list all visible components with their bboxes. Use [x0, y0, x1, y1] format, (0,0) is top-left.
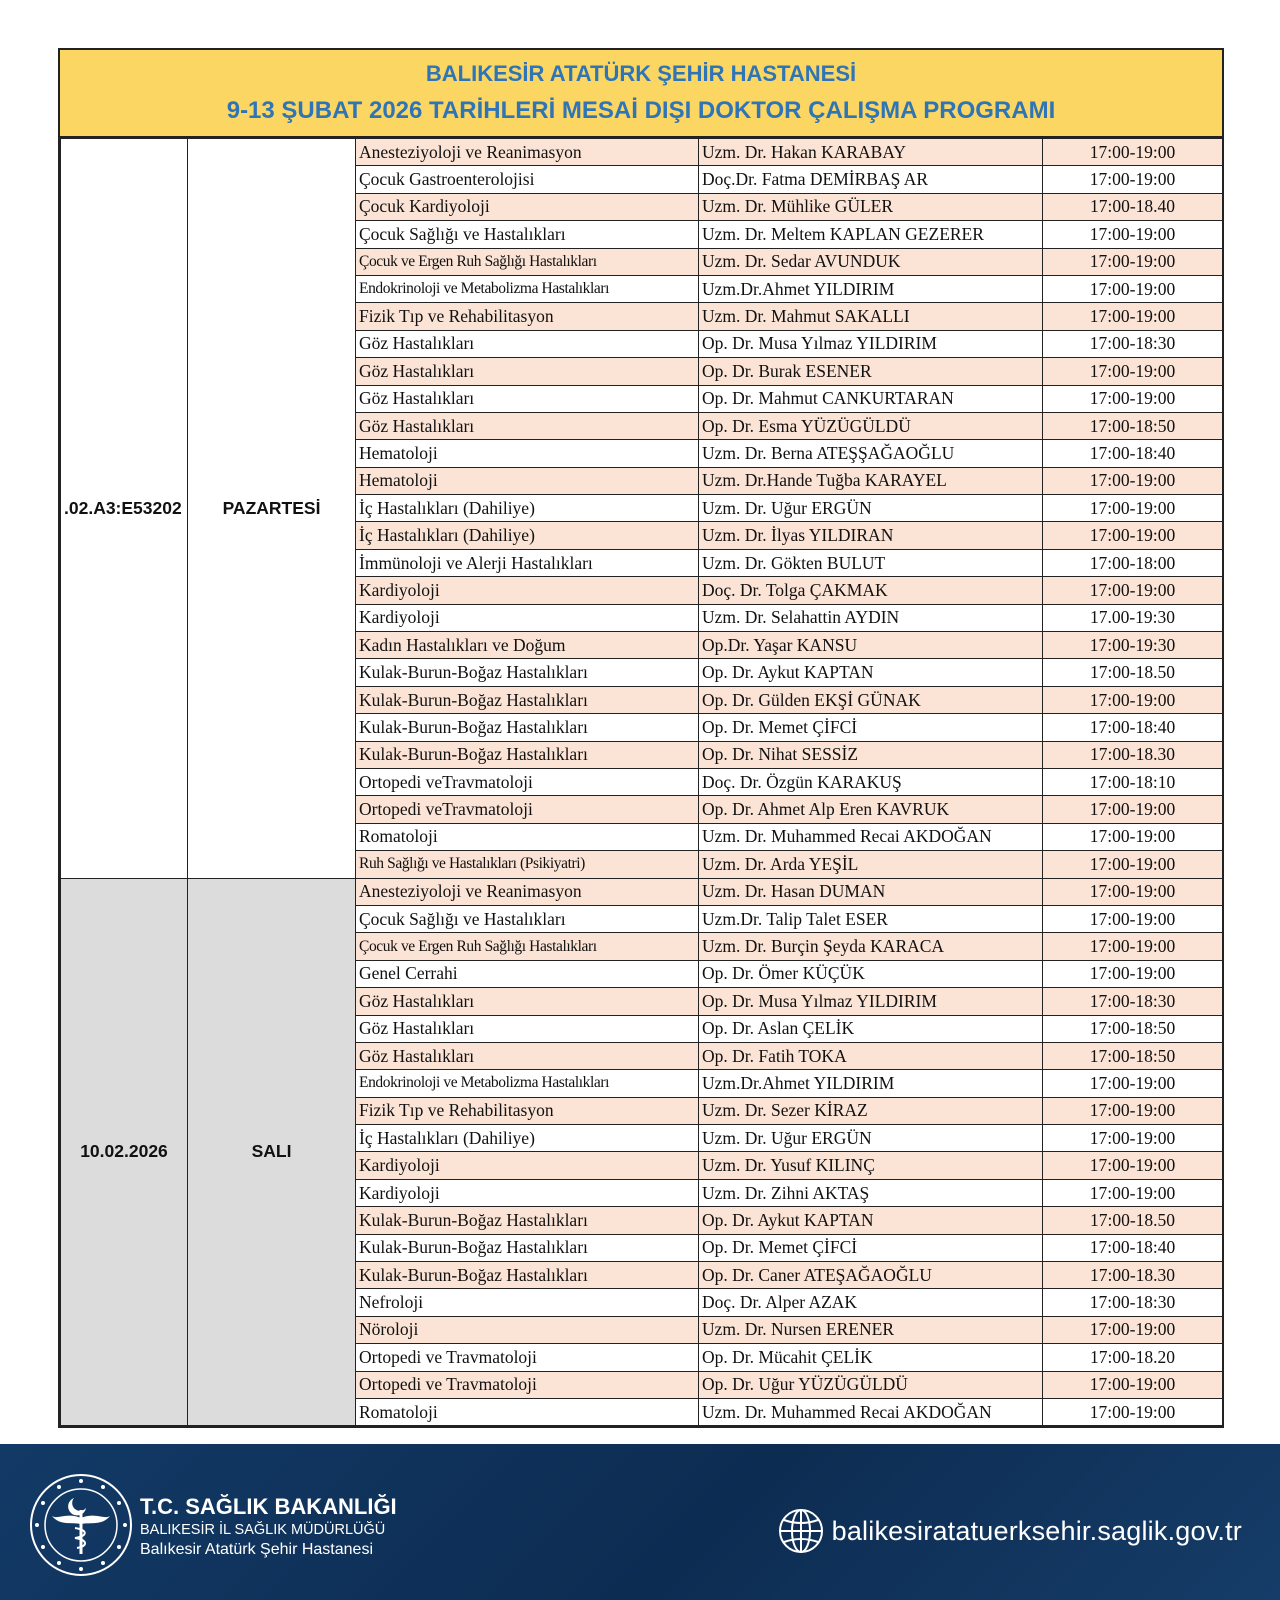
doctor-cell: Op. Dr. Caner ATEŞAĞAOĞLU [699, 1262, 1043, 1289]
department-cell: Göz Hastalıkları [356, 385, 699, 412]
time-cell: 17:00-19:00 [1043, 1179, 1223, 1206]
doctor-cell: Op. Dr. Burak ESENER [699, 358, 1043, 385]
department-cell: Kulak-Burun-Boğaz Hastalıkları [356, 1262, 699, 1289]
department-cell: Fizik Tıp ve Rehabilitasyon [356, 1097, 699, 1124]
time-cell: 17:00-18.20 [1043, 1344, 1223, 1371]
ministry-emblem-icon [28, 1472, 134, 1578]
department-cell: Çocuk ve Ergen Ruh Sağlığı Hastalıkları [356, 933, 699, 960]
department-cell: Göz Hastalıkları [356, 1042, 699, 1069]
doctor-cell: Uzm.Dr. Talip Talet ESER [699, 905, 1043, 932]
time-cell: 17:00-19:00 [1043, 248, 1223, 275]
doctor-cell: Uzm. Dr. Zihni AKTAŞ [699, 1179, 1043, 1206]
time-cell: 17:00-18:50 [1043, 1015, 1223, 1042]
department-cell: Kadın Hastalıkları ve Doğum [356, 632, 699, 659]
day-name-cell: PAZARTESİ [188, 139, 356, 879]
doctor-cell: Uzm. Dr.Hande Tuğba KARAYEL [699, 467, 1043, 494]
department-cell: Kardiyoloji [356, 604, 699, 631]
schedule-title: 9-13 ŞUBAT 2026 TARİHLERİ MESAİ DIŞI DOKTOR ÇALIŞMA PROGRAMI [226, 97, 1056, 124]
department-cell: Kardiyoloji [356, 577, 699, 604]
time-cell: 17:00-19:00 [1043, 686, 1223, 713]
time-cell: 17:00-19:00 [1043, 221, 1223, 248]
doctor-cell: Op. Dr. Mahmut CANKURTARAN [699, 385, 1043, 412]
department-cell: Çocuk ve Ergen Ruh Sağlığı Hastalıkları [356, 248, 699, 275]
time-cell: 17:00-18:30 [1043, 1289, 1223, 1316]
schedule-sheet [58, 48, 1224, 1428]
time-cell: 17:00-18:30 [1043, 330, 1223, 357]
doctor-cell: Doç. Dr. Özgün KARAKUŞ [699, 768, 1043, 795]
title-band [60, 50, 1222, 138]
time-cell: 17:00-19:00 [1043, 303, 1223, 330]
time-cell: 17:00-18.50 [1043, 659, 1223, 686]
doctor-cell: Uzm. Dr. Sezer KİRAZ [699, 1097, 1043, 1124]
time-cell: 17:00-19:00 [1043, 522, 1223, 549]
doctor-cell: Doç.Dr. Fatma DEMİRBAŞ AR [699, 166, 1043, 193]
website-block[interactable] [778, 1508, 1242, 1554]
time-cell: 17:00-18:50 [1043, 1042, 1223, 1069]
time-cell: 17:00-18:40 [1043, 440, 1223, 467]
department-cell: Ortopedi ve Travmatoloji [356, 1344, 699, 1371]
time-cell: 17:00-18:50 [1043, 412, 1223, 439]
doctor-cell: Uzm. Dr. Mahmut SAKALLI [699, 303, 1043, 330]
department-cell: Hematoloji [356, 440, 699, 467]
department-cell: İmmünoloji ve Alerji Hastalıkları [356, 549, 699, 576]
department-cell: İç Hastalıkları (Dahiliye) [356, 495, 699, 522]
department-cell: Romatoloji [356, 823, 699, 850]
time-cell: 17:00-19:00 [1043, 139, 1223, 166]
department-cell: Fizik Tıp ve Rehabilitasyon [356, 303, 699, 330]
time-cell: 17:00-19:00 [1043, 1398, 1223, 1425]
doctor-cell: Uzm. Dr. Hakan KARABAY [699, 139, 1043, 166]
day-date-cell: 10.02.2026 [61, 878, 188, 1426]
department-cell: Göz Hastalıkları [356, 988, 699, 1015]
department-cell: Ortopedi veTravmatoloji [356, 768, 699, 795]
doctor-cell: Uzm.Dr.Ahmet YILDIRIM [699, 275, 1043, 302]
time-cell: 17:00-18:30 [1043, 988, 1223, 1015]
department-cell: İç Hastalıkları (Dahiliye) [356, 1125, 699, 1152]
doctor-cell: Doç. Dr. Tolga ÇAKMAK [699, 577, 1043, 604]
department-cell: Çocuk Gastroenterolojisi [356, 166, 699, 193]
time-cell: 17:00-19:00 [1043, 166, 1223, 193]
time-cell: 17:00-19:00 [1043, 1070, 1223, 1097]
time-cell: 17:00-19:00 [1043, 823, 1223, 850]
department-cell: Kardiyoloji [356, 1179, 699, 1206]
time-cell: 17:00-19:00 [1043, 1371, 1223, 1398]
department-cell: Kulak-Burun-Boğaz Hastalıkları [356, 1207, 699, 1234]
department-cell: Nefroloji [356, 1289, 699, 1316]
time-cell: 17:00-18:10 [1043, 768, 1223, 795]
department-cell: Kardiyoloji [356, 1152, 699, 1179]
department-cell: Romatoloji [356, 1398, 699, 1425]
time-cell: 17:00-19:00 [1043, 1152, 1223, 1179]
time-cell: 17:00-19:00 [1043, 960, 1223, 987]
doctor-cell: Op.Dr. Yaşar KANSU [699, 632, 1043, 659]
doctor-cell: Op. Dr. Fatih TOKA [699, 1042, 1043, 1069]
time-cell: 17:00-19:30 [1043, 632, 1223, 659]
department-cell: Hematoloji [356, 467, 699, 494]
department-cell: Göz Hastalıkları [356, 412, 699, 439]
doctor-cell: Op. Dr. Musa Yılmaz YILDIRIM [699, 330, 1043, 357]
department-cell: Endokrinoloji ve Metabolizma Hastalıkları [356, 275, 699, 302]
footer-bar [0, 1444, 1280, 1600]
doctor-cell: Op. Dr. Memet ÇİFCİ [699, 714, 1043, 741]
department-cell: Kulak-Burun-Boğaz Hastalıkları [356, 1234, 699, 1261]
time-cell: 17:00-19:00 [1043, 878, 1223, 905]
department-cell: Çocuk Kardiyoloji [356, 193, 699, 220]
department-cell: Çocuk Sağlığı ve Hastalıkları [356, 221, 699, 248]
doctor-cell: Uzm. Dr. Arda YEŞİL [699, 851, 1043, 878]
time-cell: 17:00-19:00 [1043, 1125, 1223, 1152]
doctor-cell: Uzm. Dr. Mühlike GÜLER [699, 193, 1043, 220]
time-cell: 17:00-19:00 [1043, 851, 1223, 878]
doctor-cell: Uzm. Dr. Muhammed Recai AKDOĞAN [699, 823, 1043, 850]
department-cell: Genel Cerrahi [356, 960, 699, 987]
department-cell: Anesteziyoloji ve Reanimasyon [356, 139, 699, 166]
doctor-cell: Op. Dr. Esma YÜZÜGÜLDÜ [699, 412, 1043, 439]
time-cell: 17:00-18.50 [1043, 1207, 1223, 1234]
doctor-cell: Uzm. Dr. Uğur ERGÜN [699, 495, 1043, 522]
ministry-name: T.C. SAĞLIK BAKANLIĞI [140, 1494, 397, 1519]
time-cell: 17:00-19:00 [1043, 275, 1223, 302]
department-cell: Kulak-Burun-Boğaz Hastalıkları [356, 714, 699, 741]
department-cell: İç Hastalıkları (Dahiliye) [356, 522, 699, 549]
website-link[interactable]: balikesiratatuerksehir.saglik.gov.tr [831, 1515, 1242, 1546]
doctor-cell: Uzm. Dr. Hasan DUMAN [699, 878, 1043, 905]
doctor-cell: Op. Dr. Ömer KÜÇÜK [699, 960, 1043, 987]
doctor-cell: Uzm. Dr. Yusuf KILINÇ [699, 1152, 1043, 1179]
time-cell: 17:00-19:00 [1043, 1316, 1223, 1343]
time-cell: 17:00-19:00 [1043, 905, 1223, 932]
organization-block [140, 1494, 397, 1560]
day-name-cell: SALI [188, 878, 356, 1426]
doctor-cell: Uzm. Dr. İlyas YILDIRAN [699, 522, 1043, 549]
time-cell: 17:00-18:40 [1043, 1234, 1223, 1261]
doctor-cell: Op. Dr. Aykut KAPTAN [699, 1207, 1043, 1234]
department-cell: Göz Hastalıkları [356, 330, 699, 357]
doctor-cell: Uzm. Dr. Burçin Şeyda KARACA [699, 933, 1043, 960]
directorate-name: BALIKESİR İL SAĞLIK MÜDÜRLÜĞÜ [140, 1522, 386, 1538]
time-cell: 17:00-19:00 [1043, 467, 1223, 494]
doctor-cell: Op. Dr. Memet ÇİFCİ [699, 1234, 1043, 1261]
time-cell: 17:00-18:00 [1043, 549, 1223, 576]
time-cell: 17:00-19:00 [1043, 796, 1223, 823]
time-cell: 17:00-18.30 [1043, 741, 1223, 768]
doctor-cell: Op. Dr. Musa Yılmaz YILDIRIM [699, 988, 1043, 1015]
doctor-cell: Op. Dr. Aslan ÇELİK [699, 1015, 1043, 1042]
time-cell: 17:00-19:00 [1043, 495, 1223, 522]
department-cell: Ortopedi ve Travmatoloji [356, 1371, 699, 1398]
time-cell: 17:00-19:00 [1043, 1097, 1223, 1124]
department-cell: Göz Hastalıkları [356, 1015, 699, 1042]
doctor-cell: Op. Dr. Uğur YÜZÜGÜLDÜ [699, 1371, 1043, 1398]
department-cell: Kulak-Burun-Boğaz Hastalıkları [356, 686, 699, 713]
doctor-cell: Uzm. Dr. Meltem KAPLAN GEZERER [699, 221, 1043, 248]
day-date-cell: .02.A3:E53202 [61, 139, 188, 879]
department-cell: Endokrinoloji ve Metabolizma Hastalıkları [356, 1070, 699, 1097]
time-cell: 17:00-19:00 [1043, 933, 1223, 960]
doctor-cell: Op. Dr. Mücahit ÇELİK [699, 1344, 1043, 1371]
doctor-cell: Uzm. Dr. Muhammed Recai AKDOĞAN [699, 1398, 1043, 1425]
doctor-cell: Uzm. Dr. Selahattin AYDIN [699, 604, 1043, 631]
doctor-cell: Uzm. Dr. Nursen ERENER [699, 1316, 1043, 1343]
department-cell: Anesteziyoloji ve Reanimasyon [356, 878, 699, 905]
time-cell: 17:00-19:00 [1043, 358, 1223, 385]
doctor-cell: Uzm. Dr. Uğur ERGÜN [699, 1125, 1043, 1152]
time-cell: 17.00-19:30 [1043, 604, 1223, 631]
doctor-cell: Op. Dr. Ahmet Alp Eren KAVRUK [699, 796, 1043, 823]
time-cell: 17:00-18.30 [1043, 1262, 1223, 1289]
doctor-cell: Uzm. Dr. Sedar AVUNDUK [699, 248, 1043, 275]
doctor-cell: Op. Dr. Aykut KAPTAN [699, 659, 1043, 686]
department-cell: Kulak-Burun-Boğaz Hastalıkları [356, 741, 699, 768]
department-cell: Ortopedi veTravmatoloji [356, 796, 699, 823]
time-cell: 17:00-18.40 [1043, 193, 1223, 220]
doctor-cell: Uzm. Dr. Berna ATEŞŞAĞAOĞLU [699, 440, 1043, 467]
doctor-cell: Op. Dr. Gülden EKŞİ GÜNAK [699, 686, 1043, 713]
department-cell: Çocuk Sağlığı ve Hastalıkları [356, 905, 699, 932]
doctor-cell: Uzm.Dr.Ahmet YILDIRIM [699, 1070, 1043, 1097]
table-row [61, 878, 1223, 905]
doctor-cell: Doç. Dr. Alper AZAK [699, 1289, 1043, 1316]
doctor-cell: Op. Dr. Nihat SESSİZ [699, 741, 1043, 768]
table-row [61, 139, 1223, 166]
doctor-cell: Uzm. Dr. Gökten BULUT [699, 549, 1043, 576]
globe-icon [778, 1508, 824, 1554]
department-cell: Kulak-Burun-Boğaz Hastalıkları [356, 659, 699, 686]
hospital-name: Balıkesir Atatürk Şehir Hastanesi [140, 1541, 373, 1558]
time-cell: 17:00-19:00 [1043, 385, 1223, 412]
hospital-title: BALIKESİR ATATÜRK ŞEHİR HASTANESİ [425, 61, 857, 86]
department-cell: Göz Hastalıkları [356, 358, 699, 385]
department-cell: Ruh Sağlığı ve Hastalıkları (Psikiyatri) [356, 851, 699, 878]
department-cell: Nöroloji [356, 1316, 699, 1343]
schedule-table [60, 138, 1223, 1426]
time-cell: 17:00-18:40 [1043, 714, 1223, 741]
time-cell: 17:00-19:00 [1043, 577, 1223, 604]
